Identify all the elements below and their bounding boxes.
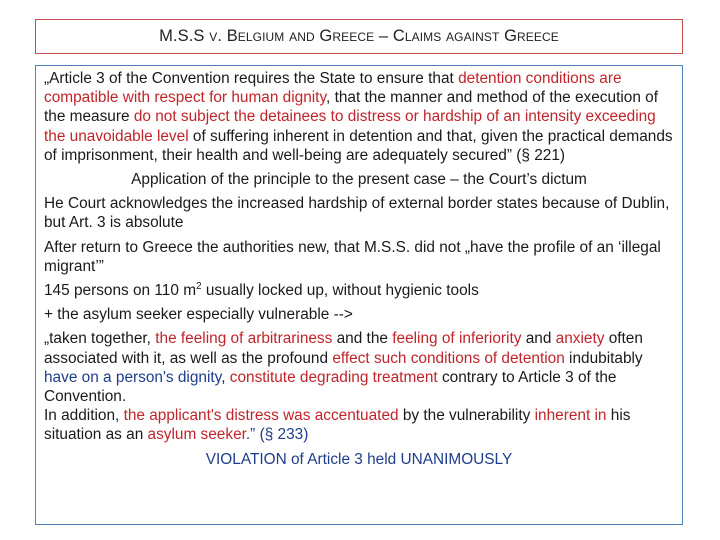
quote2-run-10: , (221, 368, 230, 386)
slide-title-box (35, 19, 683, 54)
quote2-run-12: contrary to Article 3 of the Convention. (44, 368, 617, 406)
section-heading: Application of the principle to the present case – the Court’s dictum (131, 171, 587, 189)
quote3-run-2: by the vulnerability (398, 407, 535, 425)
paragraph-return-greece: After return to Greece the authorities new, that M.S.S. did not „have the profile of an ‘illegal migrant’” (44, 238, 661, 275)
quote2-run-5: anxiety (555, 330, 605, 348)
quote3-run-0: In addition, (44, 407, 124, 425)
verdict-text: VIOLATION of Article 3 held UNANIMOUSLY (205, 450, 513, 468)
quote-degrading-treatment (44, 329, 674, 406)
quote2-run-4: and (521, 330, 556, 348)
quote2-run-1: the feeling of arbitrariness (155, 330, 333, 348)
quote3-run-6: .” (§ 233) (245, 426, 309, 444)
quote-article-3 (44, 69, 674, 165)
quote2-run-0: „taken together, (44, 330, 156, 348)
quote1-run-0: „Article 3 of the Convention requires the State to ensure that (44, 70, 459, 87)
superscript-2: 2 (196, 280, 202, 292)
content-box (35, 65, 683, 525)
slide-title: M.S.S v. Belgium and Greece – Claims against Greece (159, 27, 559, 45)
detention-text-rest: usually locked up, without hygienic tools (201, 282, 479, 300)
quote2-run-2: and the (332, 330, 393, 348)
quote2-run-3: feeling of inferiority (392, 330, 522, 348)
quote2-run-7: effect such conditions of detention (332, 349, 565, 367)
paragraph-detention-conditions (44, 281, 674, 300)
quote2-run-6: often associated with it, as well as the profound (44, 330, 643, 367)
quote3-run-1: the applicant's distress was accentuated (123, 407, 399, 425)
quote-distress (44, 406, 674, 444)
detention-text: 145 persons on 110 m (44, 282, 197, 300)
quote1-run-3: do not subject the detainees to distress or hardship of an intensity exceeding the unavoidable level (44, 108, 656, 145)
quote1-run-4: of suffering inherent in detention and that, given the practical demands of imprisonment, their health and well-being are adequately secured” (§ 221) (44, 127, 673, 164)
quote1-run-2: , that the manner and method of the execution of the measure (44, 89, 658, 126)
quote3-run-3: inherent in (534, 407, 607, 425)
quote3-run-5: asylum seeker (147, 426, 246, 444)
quote3-run-4: his situation as an (44, 407, 631, 444)
paragraph-dublin: He Court acknowledges the increased hardship of external border states because of Dublin, but Art. 3 is absolute (44, 195, 670, 232)
paragraph-vulnerable: + the asylum seeker especially vulnerable --> (44, 306, 353, 324)
quote2-run-11: constitute degrading treatment (229, 368, 438, 386)
quote1-run-1: detention conditions are compatible with respect for human dignity (44, 70, 622, 107)
quote2-run-8: indubitably (564, 349, 643, 367)
quote2-run-9: have on a person's dignity (44, 368, 222, 386)
